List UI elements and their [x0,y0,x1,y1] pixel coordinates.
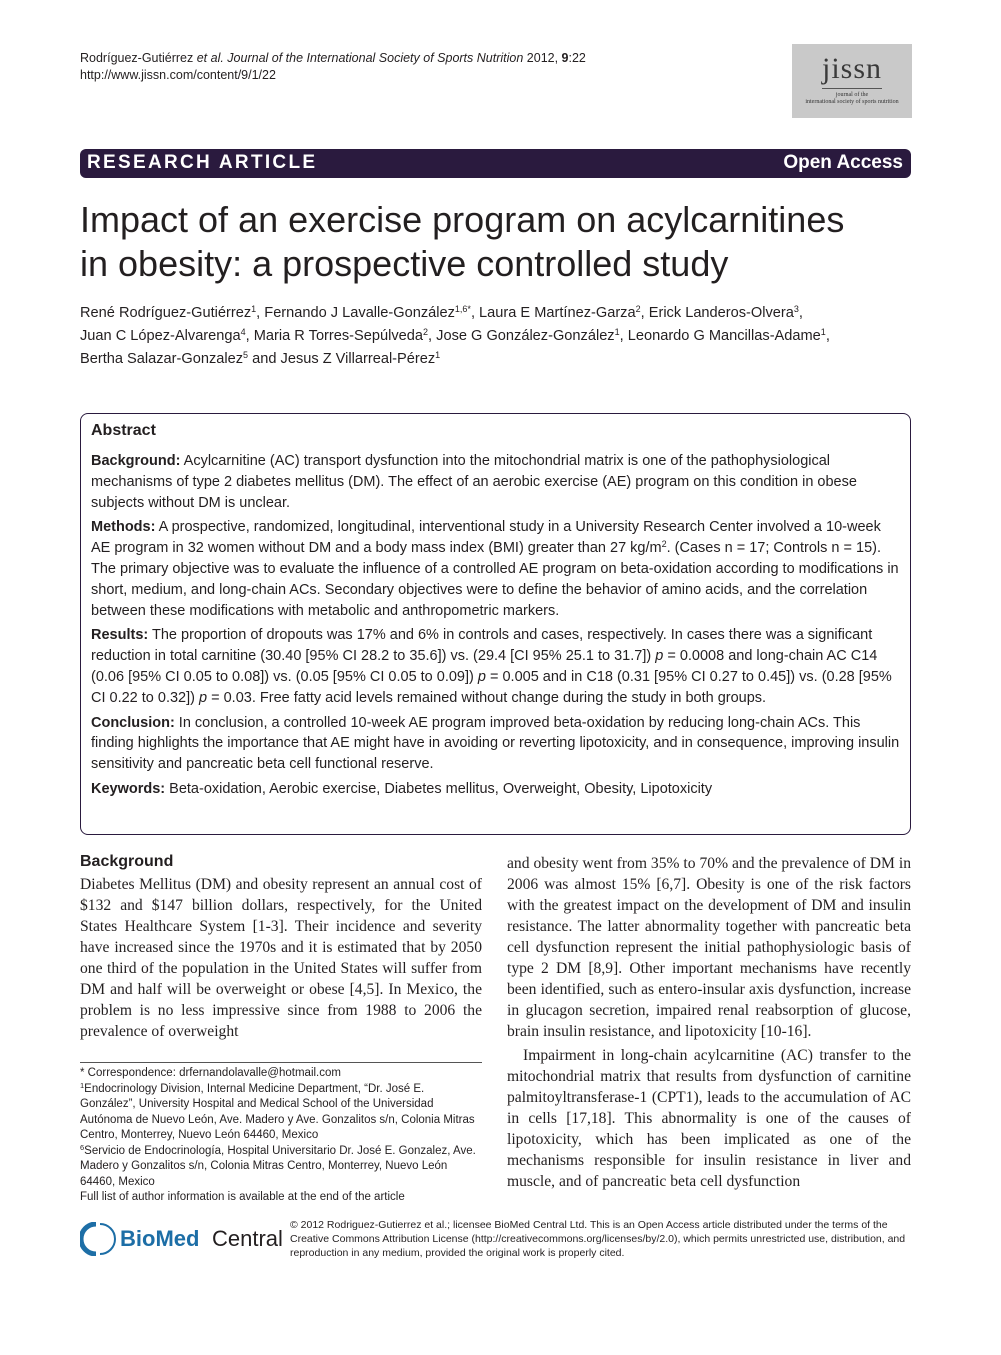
abstract-background-text: Acylcarnitine (AC) transport dysfunction into the mitochondrial matrix is one of the pathophysiological mechanisms of type 2 diabetes mellitus (DM). The effect of an aerobic exercise (AE) program on this condition in obese subjects without DM is unclear. [91,453,857,511]
affiliation-note-6 [80,1144,482,1191]
author-affiliation-sup: 2 [635,304,641,314]
abstract-results-text: = 0.03. Free fatty acid levels remained without change during the study in both groups. [207,689,767,706]
p-value-symbol: p [477,668,486,685]
superscript: 2 [661,539,667,550]
affiliation-note-1 [80,1082,482,1144]
author-line-2: Juan C López-Alvarenga$^4$, Maria R Torres-Sepúlveda$^2$, Jose G González-González$^1$, Leonardo G Mancillas-Adame$^1$, [80,327,830,344]
author-name: Maria R Torres-Sepúlveda [253,328,424,344]
footnote-marker: 6 [80,1142,85,1152]
abstract-keywords-text: Beta-oxidation, Aerobic exercise, Diabetes mellitus, Overweight, Obesity, Lipotoxicity [165,780,713,797]
left-column [80,853,482,1042]
abstract-methods-label: Methods: [91,519,156,536]
author-name: Fernando J Lavalle-González [264,305,455,321]
footnote-marker: 1 [80,1080,85,1090]
background-paragraph: Diabetes Mellitus (DM) and obesity represent an annual cost of $132 and $147 billion dollars, respectively, for the United States Healthcare System [1-3]. Their incidence and severity have increased since the 1970s and it is estimated that by 2050 one third of the population in the United States will suffer from DM and half will be overweight or obese [4,5]. In Mexico, the problem is no less impressive since from 1988 to 2006 the prevalence of overweight [80,876,482,1040]
author-conjunction: and [248,351,281,367]
affiliation-text: Servicio de Endocrinología, Hospital Universitario Dr. José E. Gonzalez, Ave. Madero y Gonzalitos s/n, Colonia Mitras Centro, Monterrey, Nuevo León 64460, Mexico [80,1144,476,1188]
author-name: Jesus Z Villarreal-Pérez [280,351,436,367]
author-name: Jose G González-González [436,328,615,344]
header-et-al: et al. [193,51,224,65]
affiliation-text: Endocrinology Division, Internal Medicine Department, “Dr. José E. González”, University Hospital and Medical School of the Universidad Autónoma de Nuevo León, Ave. Madero y Ave. Gonzalitos s/n, Colonia Mitras Centro, Monterrey, Nuevo León 64460, Mexico [80,1082,475,1141]
abstract-methods-text: . (Cases n = 17; Controls n = 15). The primary objective was to evaluate the influence of a controlled AE program on beta-oxidation according to modifications in short, medium, and long-chain ACs. Secondary objectives were to define the behavior of amino acids, and the correlation between these modifications with metabolic and anthropometric markers. [91,540,899,619]
right-paragraph-1: and obesity went from 35% to 70% and the prevalence of DM in 2006 was almost 15% [6,7]. Obesity is one of the risk factors with the greatest impact on the development of DM and insulin resistance. The latter abnormality together with pancreatic beta cell dysfunction represent the initial pathophysiologic basis of type 2 DM [8,9]. Other important mechanisms have recently been identified, such as entero-insular axis dysfunction, increase in glucagon secretion, impaired renal reabsorption of glucose, brain insulin resistance, and lipotoxicity [10-16]. [507,855,911,1040]
header-issue-page: :22 [568,51,586,65]
biomed-bracket-icon [80,1222,116,1256]
correspondence-note[interactable]: * Correspondence: drfernandolavalle@hotmail.com [80,1067,341,1079]
article-title [80,198,920,286]
author-affiliation-sup: 1 [435,350,441,360]
abstract-keywords [91,779,900,800]
author-affiliation-sup: 3 [793,304,799,314]
abstract-methods-text: A prospective, randomized, longitudinal, interventional study in a University Research Center involved a 10-week AE program in 32 women without DM and a body mass index (BMI) greater than 27 kg/m [91,519,881,557]
citation-line [80,50,586,67]
logo-sub-line-1: journal of the [835,92,869,98]
title-line-1: Impact of an exercise program on acylcarnitines [80,199,845,240]
abstract-conclusion-label: Conclusion: [91,714,175,731]
biomed-brand-bold: BioMed [120,1226,200,1251]
abstract-results-text: The proportion of dropouts was 17% and 6% in controls and cases, respectively. In cases there was a significant reduction in total carnitine (30.40 [95% CI 28.2 to 35.6]) vs. (29.4 [CI 95% 25.1 to 31.7]) [91,627,873,665]
abstract-conclusion [91,713,900,775]
abstract-results-text: = 0.0008 and long-chain AC C14 (0.06 [95% CI 0.05 to 0.08]) vs. (0.05 [95% CI 0.05 to 0.09]) [91,648,878,685]
author-list [80,302,910,371]
background-heading: Background [80,853,174,870]
author-name: Laura E Martínez-Garza [479,305,636,321]
header-year: 2012, [523,51,562,65]
right-paragraph-2: Impairment in long-chain acylcarnitine (AC) transfer to the mitochondrial matrix that results from dysfunction of carnitine palmitoyltransferase-1 (CPT1), leads to the accumulation of AC in cells [17,18]. This abnormality is one of the causes of lipotoxicity, which has been implicated as one of the mechanisms responsible for insulin resistance in liver and muscle, and of pancreatic beta cell dysfunction [507,1047,911,1190]
author-name: Bertha Salazar-Gonzalez [80,351,244,367]
p-value-symbol: p [199,689,208,706]
journal-logo-rule [822,88,882,89]
author-affiliation-sup: 4 [240,327,246,337]
journal-logo-name: jissn [821,52,883,85]
abstract-results [91,625,900,708]
abstract-methods [91,517,900,621]
author-line-3 [80,348,910,371]
abstract-conclusion-text: In conclusion, a controlled 10-week AE program improved beta-oxidation by reducing long-chain ACs. This finding highlights the importance that AE might have in avoiding or reverting lipotoxicity, and in consequence, improving insulin sensitivity and pancreatic beta cell functional reserve. [91,714,900,773]
journal-logo [792,44,912,118]
p-value-symbol: p [655,648,664,665]
header-authors: Rodríguez-Gutiérrez [80,51,194,65]
author-affiliation-sup: 5 [243,350,249,360]
article-type-banner [80,149,911,178]
full-author-info-note: Full list of author information is available at the end of the article [80,1191,405,1203]
biomed-brand-rest: Central [212,1226,283,1251]
author-name: René Rodríguez-Gutiérrez [80,305,252,321]
author-affiliation-sup: 1 [820,327,826,337]
footnotes [80,1062,482,1206]
author-line-1: René Rodríguez-Gutiérrez$^1$, Fernando J Lavalle-González$^{1,6*}$, Laura E Martínez-Garza$^2$, Erick Landeros-Olvera$^3$, [80,304,803,321]
author-affiliation-sup: 2 [423,327,429,337]
journal-logo-subtitle [792,92,912,106]
author-name: Juan C López-Alvarenga [80,328,241,344]
biomed-central-logo [80,1222,283,1256]
license-statement: © 2012 Rodriguez-Gutierrez et al.; licensee BioMed Central Ltd. This is an Open Access article distributed under the terms of the Creative Commons Attribution License (http://creativecommons.org/licenses/by/2.0), which permits unrestricted use, distribution, and reproduction in any medium, provided the original work is properly cited. [290,1219,906,1259]
article-url[interactable]: http://www.jissn.com/content/9/1/22 [80,68,276,82]
title-line-2: in obesity: a prospective controlled study [80,243,729,284]
article-type-label: RESEARCH ARTICLE [87,152,318,173]
author-affiliation-sup: 1 [614,327,620,337]
header-volume: 9 [561,51,569,65]
right-column [507,853,911,1192]
abstract-box [80,413,911,835]
abstract-results-label: Results: [91,627,149,644]
abstract-results-text: = 0.005 and in C18 (0.31 [95% CI 0.27 to 0.45]) vs. (0.28 [95% CI 0.22 to 0.32]) [91,668,892,706]
header-journal: Journal of the International Society of Sports Nutrition [223,51,524,65]
author-name: Erick Landeros-Olvera [648,305,794,321]
logo-sub-line-2: international society of sports nutrition [805,99,899,105]
author-affiliation-sup: 1 [251,304,257,314]
abstract-keywords-label: Keywords: [91,780,166,797]
author-affiliation-sup: 1,6* [454,304,471,314]
abstract-background-label: Background: [91,453,181,469]
running-header [80,50,586,84]
abstract-heading: Abstract [91,422,156,439]
author-name: Leonardo G Mancillas-Adame [627,328,821,344]
open-access-label: Open Access [783,152,903,173]
abstract-background [91,451,900,513]
